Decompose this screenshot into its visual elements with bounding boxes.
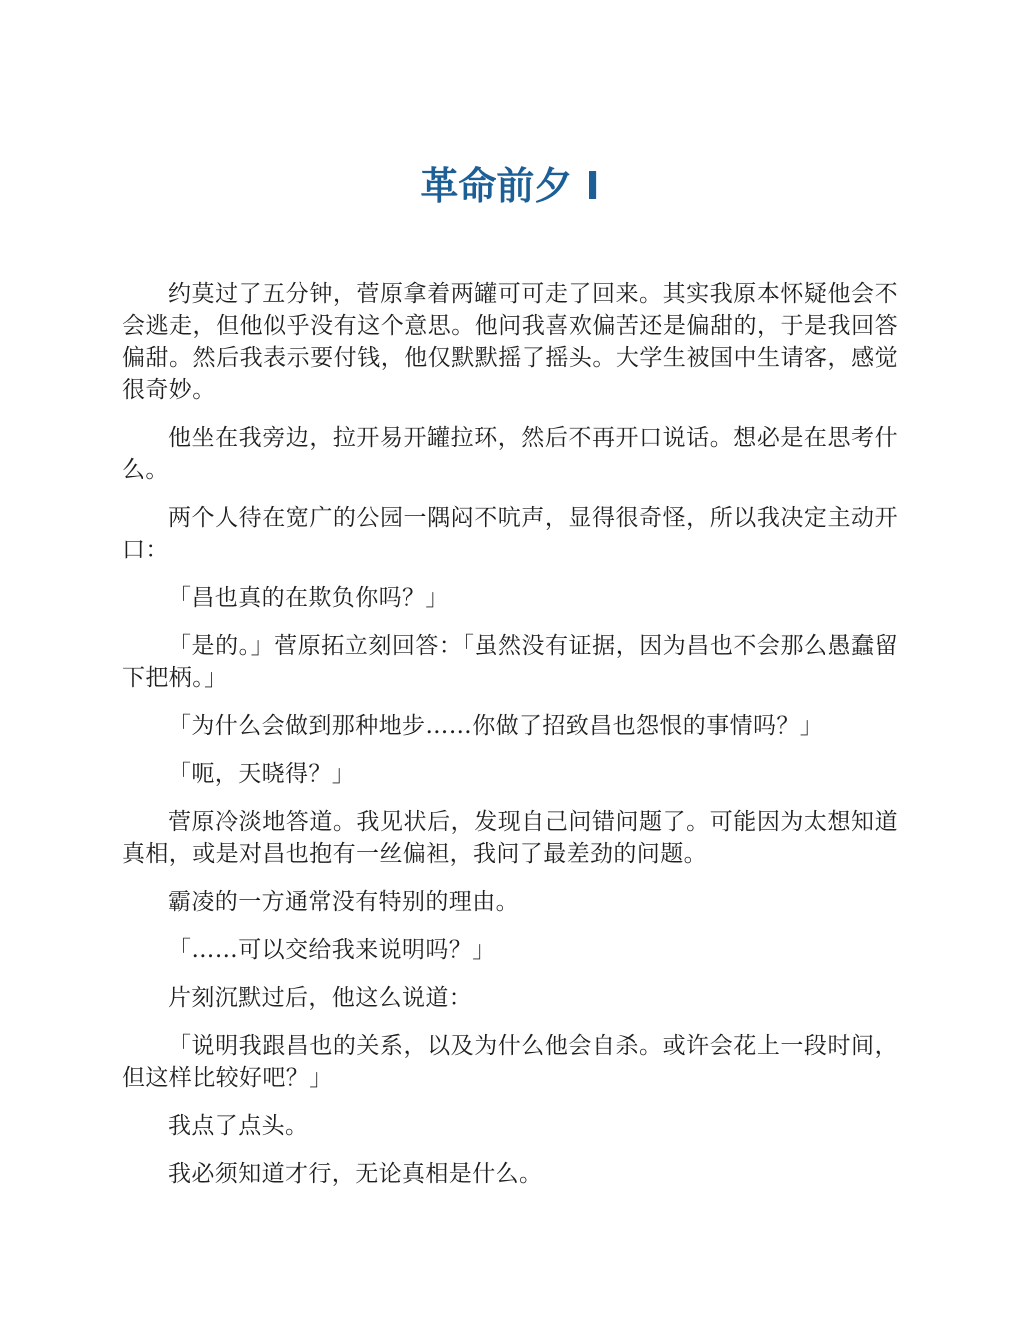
paragraph: 「呃，天晓得？」 <box>168 761 356 787</box>
paragraph: 片刻沉默过后，他这么说道： <box>168 985 473 1011</box>
paragraph: 我必须知道才行，无论真相是什么。 <box>168 1161 543 1187</box>
chapter-title: 革命前夕 I <box>420 164 600 208</box>
paragraph: 我点了点头。 <box>168 1113 309 1139</box>
paragraph: 两个人待在宽广的公园一隅闷不吭声，显得很奇怪，所以我决定主动开口： <box>122 505 898 563</box>
paragraph: 菅原冷淡地答道。我见状后，发现自己问错问题了。可能因为太想知道真相，或是对昌也抱有一丝偏袒，我问了最差劲的问题。 <box>122 809 898 867</box>
paragraph: 他坐在我旁边，拉开易开罐拉环，然后不再开口说话。想必是在思考什么。 <box>122 425 898 483</box>
chapter-body <box>122 278 898 1206</box>
paragraph: 「昌也真的在欺负你吗？」 <box>168 585 449 611</box>
paragraph: 「说明我跟昌也的关系，以及为什么他会自杀。或许会花上一段时间，但这样比较好吧？」 <box>122 1033 898 1091</box>
paragraph: 「是的。」菅原拓立刻回答：「虽然没有证据，因为昌也不会那么愚蠢留下把柄。」 <box>122 633 898 691</box>
paragraph: 霸凌的一方通常没有特别的理由。 <box>168 889 519 915</box>
paragraph: 「……可以交给我来说明吗？」 <box>168 937 496 963</box>
paragraph: 约莫过了五分钟，菅原拿着两罐可可走了回来。其实我原本怀疑他会不会逃走，但他似乎没有这个意思。他问我喜欢偏苦还是偏甜的，于是我回答偏甜。然后我表示要付钱，他仅默默摇了摇头。大学生被国中生请客，感觉很奇妙。 <box>122 281 898 403</box>
paragraph: 「为什么会做到那种地步……你做了招致昌也怨恨的事情吗？」 <box>168 713 824 739</box>
